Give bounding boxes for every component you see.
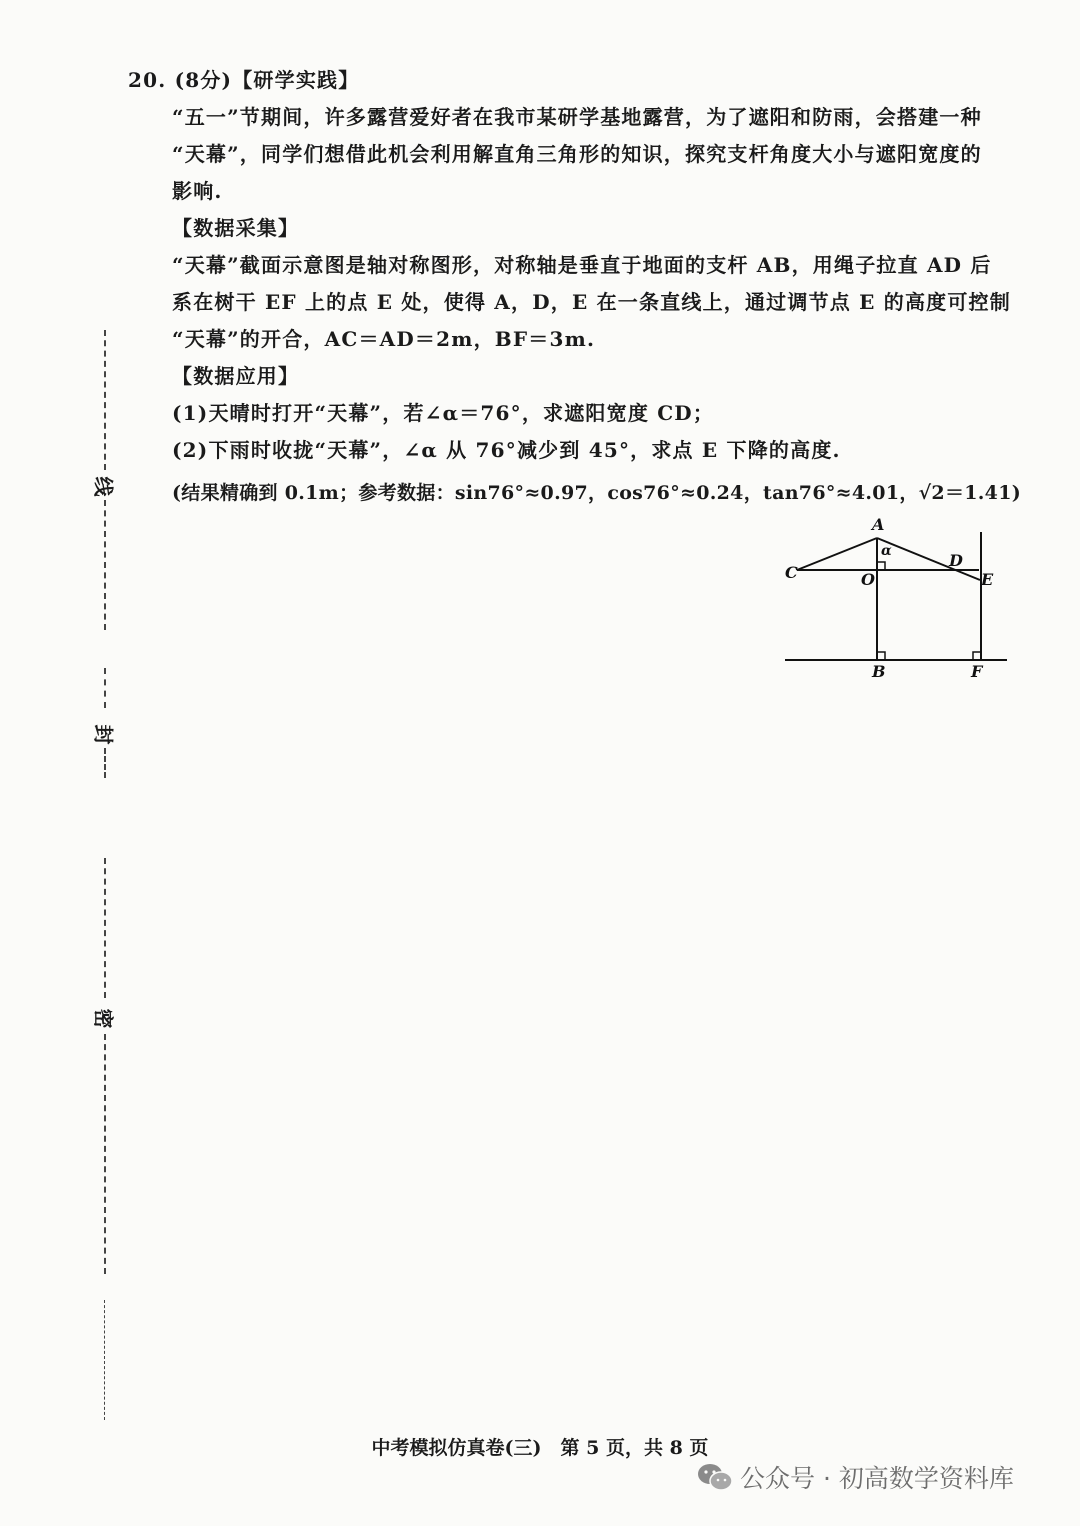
- label-c: C: [785, 563, 798, 582]
- segment-ae: [877, 538, 980, 580]
- data-line: 系在树干 EF 上的点 E 处，使得 A，D，E 在一条直线上，通过调节点 E 的高度可控制: [172, 290, 1011, 314]
- right-angle-o: [877, 562, 885, 570]
- right-angle-f: [973, 652, 981, 660]
- page-footer: 中考模拟仿真卷(三) 第 5 页，共 8 页: [371, 1437, 709, 1459]
- question-header: (8分)【研学实践】: [174, 68, 360, 92]
- intro-line: “天幕”，同学们想借此机会利用解直角三角形的知识，探究支杆角度大小与遮阳宽度的: [172, 142, 982, 166]
- tent-diagram: [775, 512, 1015, 684]
- label-alpha: α: [881, 543, 892, 559]
- wechat-icon: [696, 1462, 734, 1492]
- margin-char-xian: 线: [91, 476, 116, 497]
- right-angle-b: [877, 652, 885, 660]
- label-f: F: [971, 662, 983, 681]
- margin-dash-line: [104, 1034, 106, 1274]
- intro-line: “五一”节期间，许多露营爱好者在我市某研学基地露营，为了遮阳和防雨，会搭建一种: [172, 105, 982, 129]
- sub-question-2: (2)下雨时收拢“天幕”，∠α 从 76°减少到 45°，求点 E 下降的高度.: [172, 438, 841, 462]
- margin-dash-line: [104, 748, 106, 778]
- question-header-line: [128, 64, 359, 93]
- margin-dash-line: [104, 668, 106, 708]
- label-b: B: [872, 662, 886, 681]
- reference-note: (结果精确到 0.1m；参考数据：sin76°≈0.97，cos76°≈0.24，tan76°≈4.01，√2＝1.41): [172, 482, 1022, 504]
- label-a: A: [872, 515, 885, 534]
- watermark-text: 公众号 · 初高数学资料库: [740, 1464, 1014, 1493]
- segment-ac: [797, 538, 877, 570]
- question-number: 20.: [128, 68, 167, 92]
- section-title-data-application: 【数据应用】: [172, 364, 300, 388]
- margin-dash-line: [104, 500, 106, 630]
- data-line: “天幕”截面示意图是轴对称图形，对称轴是垂直于地面的支杆 AB，用绳子拉直 AD 后: [172, 253, 992, 277]
- watermark: [696, 1460, 1014, 1494]
- margin-char-feng: 封: [91, 724, 116, 745]
- margin-char-mi: 密: [91, 1008, 116, 1029]
- intro-line: 影响.: [172, 179, 223, 203]
- label-d: D: [949, 551, 963, 570]
- data-line: “天幕”的开合，AC＝AD＝2m，BF＝3m.: [172, 327, 596, 351]
- label-o: O: [861, 570, 875, 589]
- margin-dash-line: [104, 330, 106, 470]
- sub-question-1: (1)天晴时打开“天幕”，若∠α＝76°，求遮阳宽度 CD；: [172, 401, 715, 425]
- margin-dash-line: [104, 858, 106, 998]
- margin-dash-line: [104, 1300, 105, 1420]
- label-e: E: [981, 570, 994, 589]
- section-title-data-collection: 【数据采集】: [172, 216, 300, 240]
